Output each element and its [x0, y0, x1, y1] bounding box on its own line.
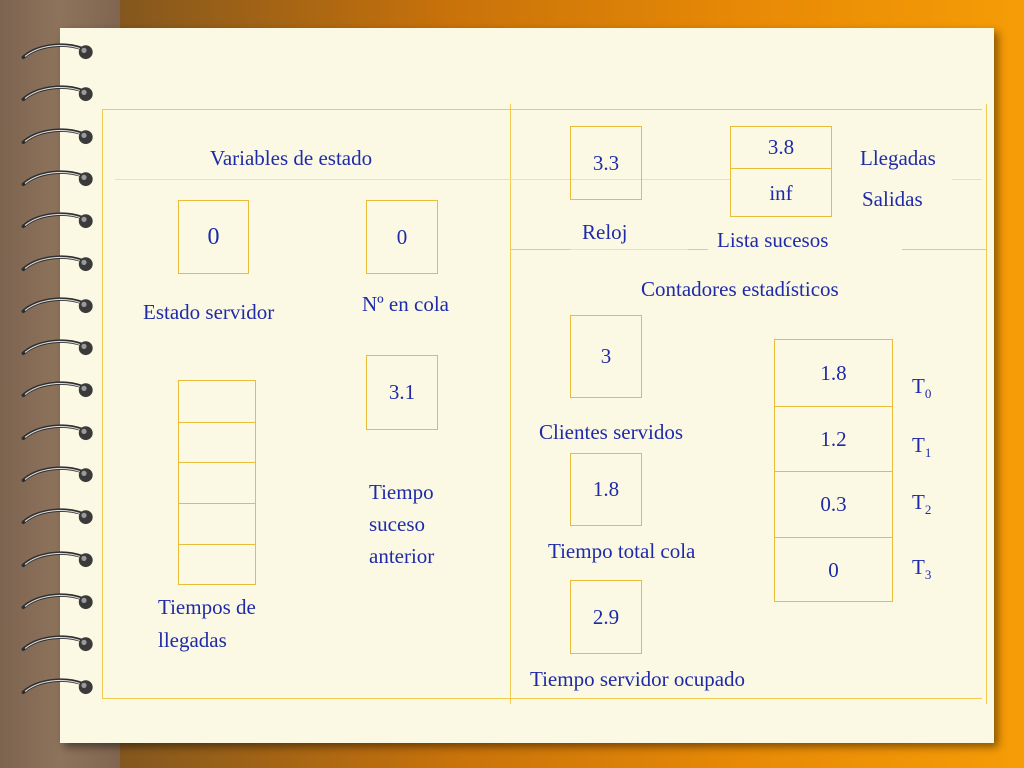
server-state-box — [178, 200, 249, 274]
center-divider — [510, 104, 511, 704]
server-state-value: 0 — [207, 223, 220, 250]
server-busy-time-value: 2.9 — [592, 604, 620, 629]
arrival-times-label-1: Tiempos de — [158, 595, 256, 619]
prev-event-time-box — [366, 355, 438, 430]
event-list-box — [730, 126, 832, 217]
binding-ring-icon — [14, 209, 102, 235]
bottom-rule — [102, 698, 982, 699]
top-rule — [102, 109, 982, 110]
left-rule — [102, 109, 103, 699]
arrival-time-cell — [179, 462, 255, 503]
section-rule-mid — [570, 249, 688, 250]
prev-event-time-label-3: anterior — [369, 544, 435, 568]
binding-ring-icon — [14, 82, 102, 108]
event-arrivals-label: Llegadas — [860, 146, 936, 170]
binding-ring-icon — [14, 40, 102, 66]
counters-title: Contadores estadísticos — [641, 277, 839, 301]
server-state-label: Estado servidor — [143, 300, 275, 324]
binding-ring-icon — [14, 167, 102, 193]
event-departure-value: inf — [731, 168, 831, 217]
clock-value: 3.3 — [592, 150, 620, 175]
arrival-times-label-2: llegadas — [158, 628, 227, 652]
t3-label: $T_3$ — [912, 555, 932, 583]
server-busy-time-label: Tiempo servidor ocupado — [530, 667, 746, 691]
prev-event-time-label-2: suceso — [369, 512, 425, 536]
clock-label: Reloj — [582, 220, 628, 244]
binding-ring-icon — [14, 590, 102, 616]
binding-ring-icon — [14, 294, 102, 320]
event-arrival-value: 3.8 — [767, 135, 795, 159]
t1-label: $T_1$ — [912, 433, 932, 461]
events-rule-right — [952, 179, 982, 180]
server-busy-time-box — [570, 580, 642, 654]
binding-ring-icon — [14, 463, 102, 489]
binding-ring-icon — [14, 675, 102, 701]
queue-length-time-cell: 0 — [775, 537, 892, 602]
binding-ring-icon — [14, 336, 102, 362]
section-rule-mid2 — [688, 249, 708, 250]
clients-served-label: Clientes servidos — [539, 420, 684, 444]
event-list-label: Lista sucesos — [717, 228, 829, 252]
binding-ring-icon — [14, 252, 102, 278]
state-title-rule — [115, 179, 510, 180]
arrival-time-cell — [179, 422, 255, 462]
binding-ring-icon — [14, 421, 102, 447]
prev-event-time-label-1: Tiempo — [369, 480, 434, 504]
binding-ring-icon — [14, 378, 102, 404]
binding-ring-icon — [14, 505, 102, 531]
arrival-time-cell — [179, 503, 255, 544]
arrival-time-cell — [179, 544, 255, 585]
total-queue-time-box — [570, 453, 642, 526]
binding-ring-icon — [14, 125, 102, 151]
queue-length-time-cell: 1.8 — [820, 360, 847, 385]
clients-served-box — [570, 315, 642, 398]
section-rule-right — [902, 249, 986, 250]
section-rule-left — [510, 249, 570, 250]
binding-ring-icon — [14, 632, 102, 658]
right-rule — [986, 104, 987, 704]
queue-length-times-stack — [774, 339, 893, 602]
clients-served-value: 3 — [600, 344, 612, 368]
queue-count-value: 0 — [396, 224, 408, 249]
queue-count-label: Nº en cola — [362, 292, 449, 316]
total-queue-time-value: 1.8 — [592, 477, 620, 501]
clock-box — [570, 126, 642, 200]
total-queue-time-label: Tiempo total cola — [548, 539, 696, 563]
t2-label: $T_2$ — [912, 490, 932, 518]
arrival-time-cell — [179, 381, 255, 422]
queue-length-time-cell: 1.2 — [775, 406, 892, 471]
queue-count-box — [366, 200, 438, 274]
prev-event-time-value: 3.1 — [388, 380, 416, 404]
event-departures-label: Salidas — [862, 187, 923, 211]
t0-label: $T_0$ — [912, 374, 932, 402]
state-variables-title: Variables de estado — [210, 146, 373, 170]
queue-length-time-cell: 0.3 — [775, 471, 892, 537]
notebook-paper — [60, 28, 994, 743]
binding-ring-icon — [14, 548, 102, 574]
arrival-times-stack — [178, 380, 256, 585]
